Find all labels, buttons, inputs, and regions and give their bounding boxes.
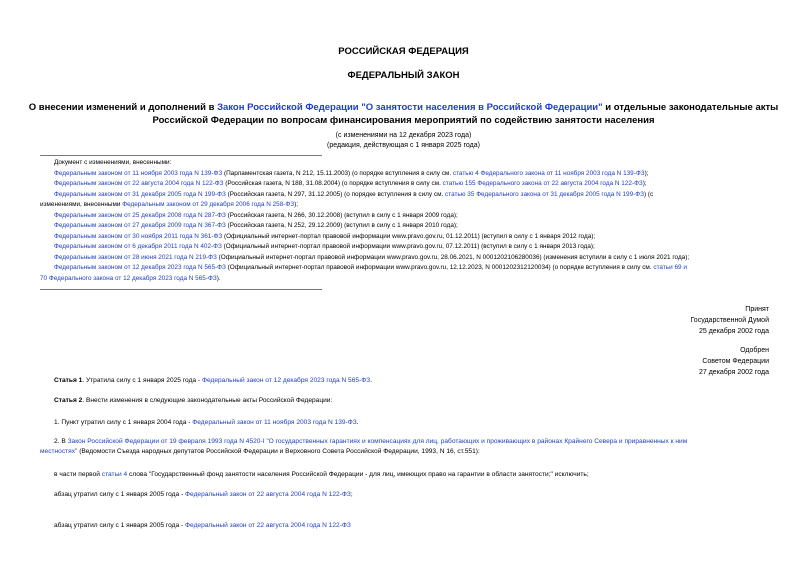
- change-item-text: (Российская газета, N 297, 31.12.2005) (о порядке вступления в силу см.: [225, 190, 446, 198]
- item-2-link-cont[interactable]: местностях": [40, 448, 78, 455]
- change-item-tail: );: [644, 169, 649, 177]
- change-item-tail: );: [294, 201, 299, 208]
- change-item-text: (Парламентская газета, N 212, 15.11.2003) (о порядке вступления в силу см.: [222, 169, 453, 177]
- item-1-text: 1. Пункт утратил силу с 1 января 2004 года -: [54, 419, 193, 426]
- document-type-heading: ФЕДЕРАЛЬНЫЙ ЗАКОН: [347, 70, 460, 81]
- change-item-law-link[interactable]: Федеральным законом от 28 июня 2021 года N 219-ФЗ: [54, 253, 217, 261]
- change-item: [40, 211, 770, 222]
- change-item: [40, 263, 770, 274]
- item-2: [40, 437, 770, 457]
- title-part1: О внесении изменений и дополнений в: [28, 102, 218, 113]
- change-item-law-link[interactable]: Федеральным законом от 6 декабря 2011 года N 402-ФЗ: [54, 243, 222, 250]
- adopted-block: [690, 304, 769, 337]
- change-item-law-link[interactable]: Федеральным законом от 29 декабря 2006 года N 258-ФЗ: [122, 201, 295, 208]
- change-item-text: (Официальный интернет-портал правовой информации www.pravo.gov.ru, 28.06.2021, N 0001202106280036) (изменения вступили в силу с 1 июля 2021 года);: [216, 253, 690, 261]
- adopted-date: 25 декабря 2002 года: [698, 328, 769, 335]
- change-item: [40, 274, 770, 285]
- article-2-label: Статья 2: [54, 397, 83, 404]
- change-item-law-link[interactable]: Федеральным законом от 25 декабря 2008 года N 287-ФЗ: [54, 211, 226, 219]
- edition-effective: (редакция, действующая с 1 января 2025 года): [327, 142, 480, 149]
- edition-changes: (с изменениями на 12 декабря 2023 года): [335, 132, 472, 139]
- item-2a-link[interactable]: статьи 4: [101, 471, 128, 478]
- article-1-label: Статья 1: [54, 377, 83, 384]
- change-item-law-link[interactable]: Федеральным законом от 27 декабря 2009 года N 367-ФЗ: [54, 222, 226, 229]
- change-item-article-link[interactable]: статью 155 Федерального закона от 22 августа 2004 года N 122-ФЗ: [442, 180, 643, 187]
- change-item-law-link[interactable]: 70 Федерального закона от 12 декабря 2023 года N 565-ФЗ: [40, 274, 217, 282]
- item-2c: [40, 521, 770, 531]
- item-1-tail: .: [356, 419, 359, 426]
- change-item-law-link[interactable]: Федеральным законом от 22 августа 2004 года N 122-ФЗ: [54, 180, 224, 187]
- adopted-body: Государственной Думой: [690, 317, 769, 324]
- change-item-tail: );: [642, 180, 647, 187]
- adopted-label: Принят: [745, 306, 769, 313]
- change-item-text: (Российская газета, N 188, 31.08.2004) (о порядке вступления в силу см.: [223, 180, 443, 187]
- change-item-law-link[interactable]: Федеральным законом от 31 декабря 2005 года N 199-ФЗ: [54, 190, 226, 198]
- approved-block: [699, 345, 769, 378]
- change-item-tail: ).: [216, 274, 221, 282]
- change-item: [40, 253, 770, 264]
- article-2-text: . Внести изменения в следующие законодательные акты Российской Федерации:: [82, 397, 333, 404]
- change-item-prefix: изменениями, внесенными: [40, 201, 123, 208]
- change-item-text: (Российская газета, N 266, 30.12.2008) (вступил в силу с 1 января 2009 года);: [225, 211, 458, 219]
- country-heading: РОССИЙСКАЯ ФЕДЕРАЦИЯ: [338, 46, 469, 57]
- item-1: [40, 418, 770, 428]
- changes-heading: Документ с изменениями, внесенными:: [54, 159, 172, 166]
- change-item: [40, 200, 770, 211]
- change-item-law-link[interactable]: Федеральным законом от 11 ноября 2003 года N 139-ФЗ: [54, 169, 223, 177]
- change-item-article-link[interactable]: статью 35 Федерального закона от 31 декабря 2005 года N 199-ФЗ: [445, 190, 644, 198]
- title-part2: и отдельные законодательные акты: [602, 102, 779, 113]
- item-2-tail: (Ведомости Съезда народных депутатов Российской Федерации и Верховного Совета Российской Федерации, 1993, N 16, ст.551):: [77, 448, 480, 455]
- law-title: [0, 101, 807, 127]
- article-1-link[interactable]: Федеральный закон от 12 декабря 2023 года N 565-ФЗ: [201, 377, 371, 384]
- item-2a-tail: слова "Государственный фонд занятости населения Российской Федерации - для лиц, имеющих право на гарантии в области занятости;" исключить;: [127, 471, 589, 478]
- change-item: [40, 169, 770, 180]
- title-line2: Российской Федерации по вопросам финансирования мероприятий по содействию занятости населения: [152, 115, 655, 126]
- change-item-tail: ) (с: [644, 190, 654, 198]
- item-2b-tail: ;: [350, 491, 353, 498]
- item-2-link[interactable]: Закон Российской Федерации от 19 февраля 1993 года N 4520-I "О государственных гарантиях и компенсациях для лиц, работающих и проживающих в районах Крайнего Севера и приравненных к ним: [67, 438, 688, 445]
- change-item: [40, 232, 770, 243]
- approved-label: Одобрен: [740, 347, 769, 354]
- change-item-article-link[interactable]: статьи 69 и: [653, 264, 687, 271]
- item-2c-text: абзац утратил силу с 1 января 2005 года -: [54, 522, 186, 529]
- change-item-law-link[interactable]: Федеральным законом от 30 ноября 2011 года N 361-ФЗ: [54, 232, 223, 240]
- change-item-text: (Официальный интернет-портал правовой информации www.pravo.gov.ru, 07.12.2011) (вступил в силу с 1 января 2013 года);: [221, 243, 595, 250]
- change-item-article-link[interactable]: статью 4 Федерального закона от 11 ноября 2003 года N 139-ФЗ: [452, 169, 645, 177]
- article-1: [40, 376, 770, 386]
- change-item-law-link[interactable]: Федеральным законом от 12 декабря 2023 года N 565-ФЗ: [54, 264, 226, 271]
- item-1-link[interactable]: Федеральный закон от 11 ноября 2003 года N 139-ФЗ: [192, 419, 357, 426]
- title-law-link[interactable]: Закон Российской Федерации "О занятости населения в Российской Федерации": [217, 102, 603, 113]
- approved-date: 27 декабря 2002 года: [698, 369, 769, 376]
- article-1-text: . Утратила силу с 1 января 2025 года -: [82, 377, 202, 384]
- divider-top: [40, 155, 322, 156]
- change-item: [40, 242, 770, 253]
- change-item-text: (Официальный интернет-портал правовой информации www.pravo.gov.ru, 01.12.2011) (вступил в силу с 1 января 2012 года);: [222, 232, 596, 240]
- change-item: [40, 190, 770, 201]
- change-item: [40, 221, 770, 232]
- item-2a-text: в части первой: [54, 471, 102, 478]
- approved-body: Советом Федерации: [702, 358, 769, 365]
- item-2c-link[interactable]: Федеральный закон от 22 августа 2004 года N 122-ФЗ: [185, 522, 351, 529]
- item-2b-link[interactable]: Федеральный закон от 22 августа 2004 года N 122-ФЗ: [185, 491, 351, 498]
- item-2b-text: абзац утратил силу с 1 января 2005 года -: [54, 491, 186, 498]
- divider-bottom: [40, 289, 322, 290]
- article-2: [40, 396, 770, 406]
- item-2b: [40, 490, 770, 500]
- change-item: [40, 179, 770, 190]
- item-2a: [40, 470, 770, 480]
- change-item-text: (Официальный интернет-портал правовой информации www.pravo.gov.ru, 12.12.2023, N 0001202312120034) (о порядке вступления в силу см.: [225, 264, 654, 271]
- changes-list: [40, 158, 770, 284]
- article-1-tail: .: [370, 377, 373, 384]
- change-item-text: (Российская газета, N 252, 29.12.2009) (вступил в силу с 1 января 2010 года);: [225, 222, 458, 229]
- item-2-text: 2. В: [54, 438, 68, 445]
